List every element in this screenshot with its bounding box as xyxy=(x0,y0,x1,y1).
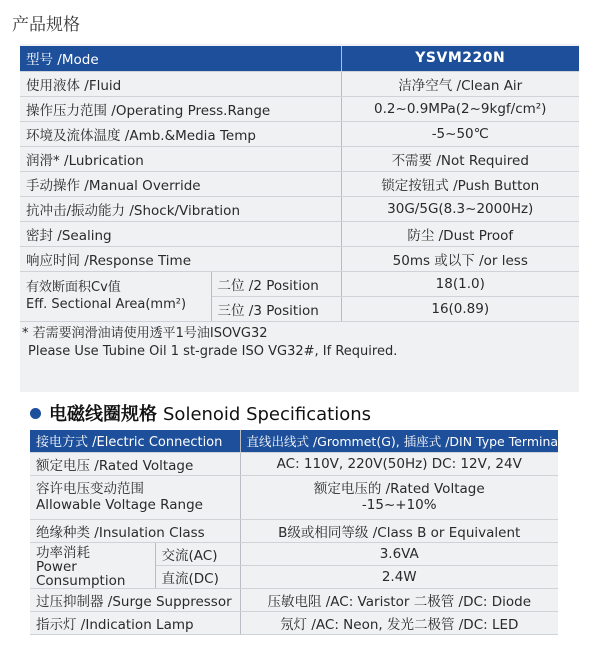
cv-row xyxy=(20,271,579,296)
row-value: B级或相同等级 /Class B or Equivalent xyxy=(240,519,558,542)
table-row xyxy=(30,611,558,634)
row-label: 响应时间 /Response Time xyxy=(20,246,341,271)
row-label: 手动操作 /Manual Override xyxy=(20,171,341,196)
power-value: 3.6VA xyxy=(240,542,558,565)
table-row xyxy=(30,452,558,475)
power-type: 直流(DC) xyxy=(155,565,240,588)
table-row xyxy=(20,121,579,146)
table-row xyxy=(20,171,579,196)
row-label: 润滑* /Lubrication xyxy=(20,146,341,171)
power-label-en1: Power xyxy=(36,558,77,575)
solenoid-title-en: Solenoid Specifications xyxy=(163,404,372,425)
cv-value: 16(0.89) xyxy=(341,296,579,321)
spec-header-row xyxy=(20,46,579,71)
spec-table xyxy=(20,46,579,322)
bullet-icon xyxy=(30,408,41,419)
row-label: 抗冲击/振动能力 /Shock/Vibration xyxy=(20,196,341,221)
cv-label-en: Eff. Sectional Area(mm²) xyxy=(26,297,187,312)
position-label: 二位 /2 Position xyxy=(211,271,341,296)
row-value xyxy=(240,475,558,519)
solenoid-header-value: 直线出线式 /Grommet(G), 插座式 /DIN Type Terminal(D, LZ) xyxy=(240,430,558,452)
table-row xyxy=(20,246,579,271)
table-row xyxy=(20,196,579,221)
row-value: AC: 110V, 220V(50Hz) DC: 12V, 24V xyxy=(240,452,558,475)
solenoid-section-title xyxy=(30,400,371,426)
row-label: 操作压力范围 /Operating Press.Range xyxy=(20,96,341,121)
row-label: 绝缘种类 /Insulation Class xyxy=(30,519,240,542)
row-value: 锁定按钮式 /Push Button xyxy=(341,171,579,196)
row-label xyxy=(30,475,240,519)
table-row xyxy=(30,475,558,519)
cv-label xyxy=(20,271,211,321)
row-value: 防尘 /Dust Proof xyxy=(341,221,579,246)
row-value: 洁净空气 /Clean Air xyxy=(341,71,579,96)
cv-label-cn: 有效断面积Cv值 xyxy=(26,280,121,295)
row-value: -5~50℃ xyxy=(341,121,579,146)
row-label: 使用液体 /Fluid xyxy=(20,71,341,96)
row-value: 0.2~0.9MPa(2~9kgf/cm²) xyxy=(341,96,579,121)
allowable-value-1: 额定电压的 /Rated Voltage xyxy=(313,481,485,497)
row-value: 30G/5G(8.3~2000Hz) xyxy=(341,196,579,221)
allowable-label-cn: 容许电压变动范围 xyxy=(36,481,144,497)
power-value: 2.4W xyxy=(240,565,558,588)
spec-header-label: 型号 /Mode xyxy=(20,46,341,71)
solenoid-title-cn: 电磁线圈规格 xyxy=(49,404,157,425)
row-value: 不需要 /Not Required xyxy=(341,146,579,171)
row-label: 额定电压 /Rated Voltage xyxy=(30,452,240,475)
power-label-en2: Consumption xyxy=(36,572,126,589)
row-label: 密封 /Sealing xyxy=(20,221,341,246)
allowable-label-en: Allowable Voltage Range xyxy=(36,497,203,513)
table-row xyxy=(20,146,579,171)
cv-value: 18(1.0) xyxy=(341,271,579,296)
position-label: 三位 /3 Position xyxy=(211,296,341,321)
page-title: 产品规格 xyxy=(12,15,80,35)
table-row xyxy=(20,71,579,96)
power-label xyxy=(30,542,155,588)
row-value: 压敏电阻 /AC: Varistor 二极管 /DC: Diode xyxy=(240,588,558,611)
note-en: Please Use Tubine Oil 1 st-grade ISO VG32#, If Required. xyxy=(28,344,398,359)
power-row xyxy=(30,542,558,565)
table-row xyxy=(20,221,579,246)
table-row xyxy=(30,588,558,611)
solenoid-header-row xyxy=(30,430,558,452)
row-value: 50ms 或以下 /or less xyxy=(341,246,579,271)
solenoid-header-label: 接电方式 /Electric Connection xyxy=(30,430,240,452)
row-label: 指示灯 /Indication Lamp xyxy=(30,611,240,634)
table-row xyxy=(30,519,558,542)
model-name: YSVM220N xyxy=(341,46,579,71)
note-cn: * 若需要润滑油请使用透平1号油ISOVG32 xyxy=(22,326,268,341)
solenoid-table xyxy=(30,430,605,635)
lubrication-note xyxy=(22,325,397,361)
row-label: 过压抑制器 /Surge Suppressor xyxy=(30,588,240,611)
allowable-value-2: -15~+10% xyxy=(361,497,437,513)
row-label: 环境及流体温度 /Amb.&Media Temp xyxy=(20,121,341,146)
table-row xyxy=(20,96,579,121)
power-label-cn: 功率消耗 xyxy=(36,544,90,561)
row-value: 氖灯 /AC: Neon, 发光二极管 /DC: LED xyxy=(240,611,558,634)
power-type: 交流(AC) xyxy=(155,542,240,565)
